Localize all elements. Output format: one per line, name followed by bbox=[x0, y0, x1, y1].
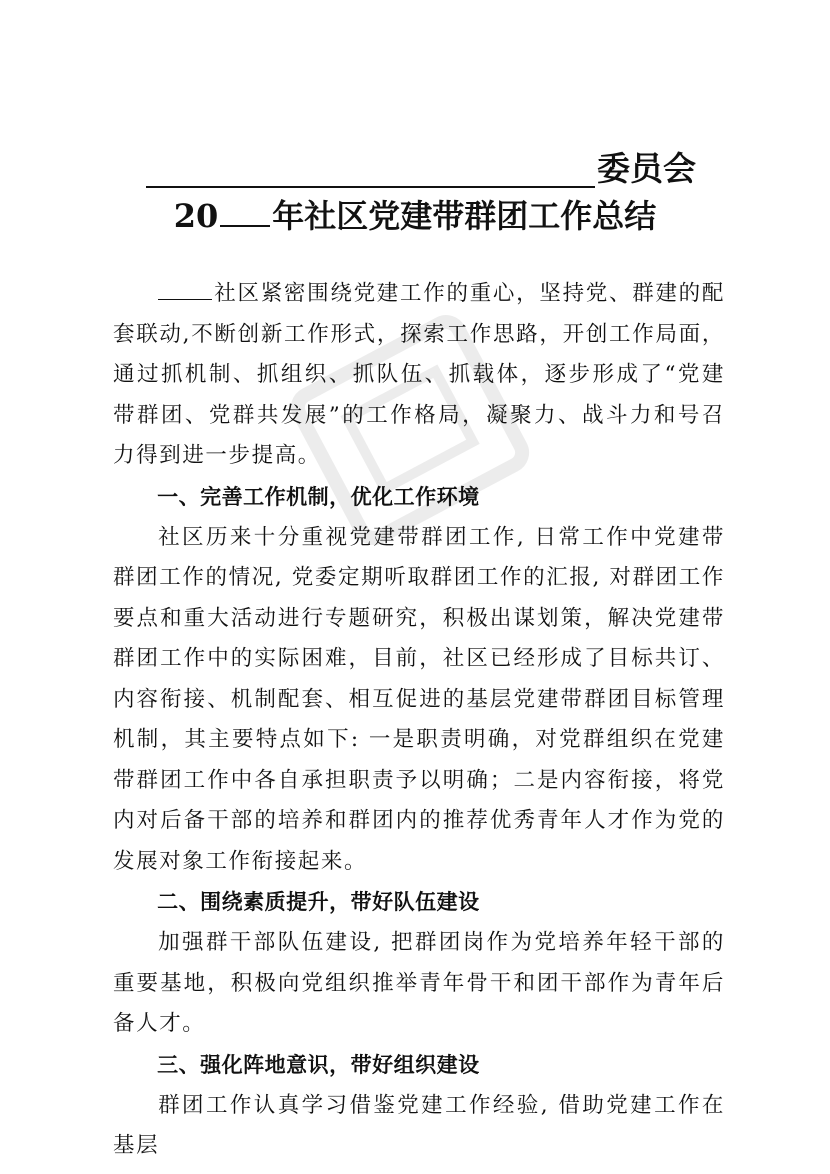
section1-heading: 一、完善工作机制，优化工作环境 bbox=[157, 484, 480, 509]
section2-paragraph: 加强群干部队伍建设, 把群团岗作为党培养年轻干部的重要基地，积极向党组织推举青年骨干和团干部作为青年后备人才。 bbox=[113, 930, 725, 1036]
section3-paragraph: 群团工作认真学习借鉴党建工作经验, 借助党建工作在基层 bbox=[113, 1092, 725, 1158]
title-year-prefix: 20 bbox=[173, 197, 219, 235]
document-title bbox=[0, 195, 830, 236]
section1-paragraph: 社区历来十分重视党建带群团工作, 日常工作中党建带群团工作的情况, 党委定期听取群团工作的汇报, 对群团工作要点和重大活动进行专题研究，积极出谋划策，解决党建带群团工作中的实际困难，目前，社区已经形成了目标共订、内容衔接、机制配套、相互促进的基层党建带群团目标管理机制，其主要特点如下: 一是职责明确，对党群组织在党建带群团工作中各自承担职责予以明确；二是内容衔接，将党内对后备干部的培养和群团内的推荐优秀青年人才作为党的发展对象工作衔接起来。 bbox=[113, 524, 725, 874]
community-name-blank bbox=[158, 279, 212, 300]
intro-text: 社区紧密围绕党建工作的重心，坚持党、群建的配套联动,不断创新工作形式，探索工作思路，开创工作局面，通过抓机制、抓组织、抓队伍、抓载体，逐步形成了“党建带群团、党群共发展”的工作格局，凝聚力、战斗力和号召力得到进一步提高。 bbox=[113, 281, 725, 468]
document-body bbox=[113, 274, 725, 1167]
title-committee-line bbox=[146, 150, 696, 188]
intro-paragraph bbox=[113, 274, 725, 477]
section3-heading: 三、强化阵地意识，带好组织建设 bbox=[157, 1052, 480, 1077]
title-year-blank bbox=[220, 195, 270, 227]
title-committee-text: 委员会 bbox=[597, 149, 696, 188]
section2-heading: 二、围绕素质提升，带好队伍建设 bbox=[157, 890, 480, 914]
title-main-text: 年社区党建带群团工作总结 bbox=[272, 197, 657, 235]
title-blank-underline bbox=[146, 154, 595, 188]
